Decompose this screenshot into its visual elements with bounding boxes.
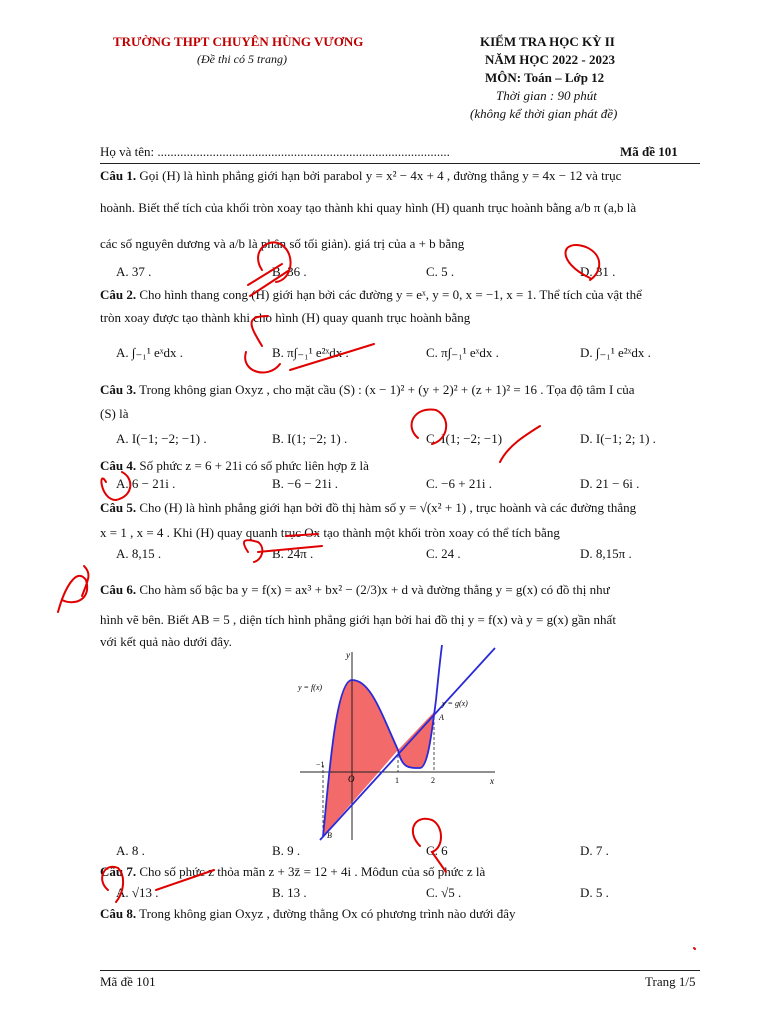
q5-option-c[interactable]: C. 24 . bbox=[426, 546, 461, 561]
y-axis-label: y bbox=[346, 650, 350, 660]
region-left bbox=[323, 680, 398, 836]
q4-option-c[interactable]: C. −6 + 21i . bbox=[426, 476, 492, 491]
q6-option-a[interactable]: A. 8 . bbox=[116, 843, 145, 858]
header-divider bbox=[100, 163, 700, 164]
ink-q6-margin bbox=[58, 566, 88, 612]
q6-option-b[interactable]: B. 9 . bbox=[272, 843, 301, 858]
q5-option-d[interactable]: D. 8,15π . bbox=[580, 546, 632, 561]
question-5 bbox=[100, 500, 636, 516]
q4-option-b[interactable]: B. −6 − 21i . bbox=[272, 476, 338, 491]
q4-option-d[interactable]: D. 21 − 6i . bbox=[580, 476, 640, 491]
question-label: Câu 6. bbox=[100, 582, 137, 597]
tick-neg1: −1 bbox=[316, 760, 325, 769]
q1-option-c[interactable]: C. 5 . bbox=[426, 264, 455, 279]
f-label: y = f(x) bbox=[298, 683, 323, 692]
question-6-line2: hình vẽ bên. Biết AB = 5 , diện tích hình phẳng giới hạn bởi hai đồ thị y = f(x) và y = g(x) gần nhất bbox=[100, 612, 616, 627]
q7-option-c[interactable]: C. √5 . bbox=[426, 885, 462, 900]
question-label: Câu 1. bbox=[100, 168, 137, 183]
point-a: A bbox=[439, 713, 444, 722]
question-4 bbox=[100, 458, 369, 474]
question-6-line3: với kết quả nào dưới đây. bbox=[100, 634, 232, 649]
question-text: Số phức z = 6 + 21i có số phức liên hợp z̄ là bbox=[139, 458, 369, 473]
q1-option-d[interactable]: D. 31 . bbox=[580, 264, 616, 279]
pages-note: (Đề thi có 5 trang) bbox=[197, 52, 287, 66]
question-label: Câu 3. bbox=[100, 382, 137, 397]
q7-option-a[interactable]: A. √13 . bbox=[116, 885, 159, 900]
subject: MÔN: Toán – Lớp 12 bbox=[485, 70, 605, 85]
q3-option-b[interactable]: B. I(1; −2; 1) . bbox=[272, 431, 348, 446]
question-label: Câu 8. bbox=[100, 906, 137, 921]
question-7 bbox=[100, 864, 485, 880]
school-name: TRƯỜNG THPT CHUYÊN HÙNG VƯƠNG bbox=[113, 34, 364, 49]
q2-option-a[interactable]: A. ∫₋₁¹ eˣdx . bbox=[116, 345, 184, 360]
exam-title: KIỂM TRA HỌC KỲ II bbox=[480, 34, 615, 49]
question-8 bbox=[100, 906, 516, 922]
q5-option-b[interactable]: B. 24π . bbox=[272, 546, 314, 561]
q7-option-d[interactable]: D. 5 . bbox=[580, 885, 609, 900]
question-label: Câu 7. bbox=[100, 864, 137, 879]
question-1-line2: hoành. Biết thể tích của khối tròn xoay tạo thành khi quay hình (H) quanh trục hoành bằng a/b π (a,b là bbox=[100, 200, 637, 215]
question-label: Câu 2. bbox=[100, 287, 137, 302]
school-year: NĂM HỌC 2022 - 2023 bbox=[485, 52, 615, 67]
q6-option-d[interactable]: D. 7 . bbox=[580, 843, 609, 858]
question-text: Trong không gian Oxyz , đường thẳng Ox có phương trình nào dưới đây bbox=[139, 906, 516, 921]
ink-q5-b-circle bbox=[244, 540, 262, 562]
name-field: Họ và tên: .......................................................................................... bbox=[100, 144, 450, 159]
point-b: B bbox=[327, 831, 332, 840]
question-1 bbox=[100, 168, 621, 184]
exam-code: Mã đề 101 bbox=[620, 144, 678, 159]
question-text: Cho (H) là hình phẳng giới hạn bởi đồ thị hàm số y = √(x² + 1) , trục hoành và các đường thẳng bbox=[139, 500, 637, 515]
q5-option-a[interactable]: A. 8,15 . bbox=[116, 546, 162, 561]
function-graph bbox=[290, 640, 510, 845]
q3-option-c[interactable]: C. I(1; −2; −1) bbox=[426, 431, 503, 446]
x-axis-label: x bbox=[490, 776, 494, 786]
question-6 bbox=[100, 582, 610, 598]
question-text: Cho số phức z thỏa mãn z + 3z̄ = 12 + 4i . Môđun của số phức z là bbox=[139, 864, 486, 879]
q3-option-d[interactable]: D. I(−1; 2; 1) . bbox=[580, 431, 656, 446]
question-3-line2: (S) là bbox=[100, 406, 129, 421]
duration: Thời gian : 90 phút bbox=[496, 88, 597, 103]
question-1-line3: các số nguyên dương và a/b là phân số tối giản). giá trị của a + b bằng bbox=[100, 236, 465, 251]
footer-exam-code: Mã đề 101 bbox=[100, 974, 156, 989]
q2-option-c[interactable]: C. π∫₋₁¹ eˣdx . bbox=[426, 345, 499, 360]
q3-option-a[interactable]: A. I(−1; −2; −1) . bbox=[116, 431, 207, 446]
question-label: Câu 5. bbox=[100, 500, 137, 515]
q6-option-c[interactable]: C. 6 bbox=[426, 843, 448, 858]
question-2 bbox=[100, 287, 642, 303]
question-text: Cho hình thang cong (H) giới hạn bởi các đường y = eˣ, y = 0, x = −1, x = 1. Thể tích của vật thể bbox=[139, 287, 642, 302]
question-label: Câu 4. bbox=[100, 458, 137, 473]
g-label: y = g(x) bbox=[442, 699, 468, 708]
ink-q3-mark bbox=[500, 426, 540, 462]
q4-option-a[interactable]: A. 6 − 21i . bbox=[116, 476, 176, 491]
tick-2: 2 bbox=[431, 776, 435, 785]
duration-note: (không kể thời gian phát đề) bbox=[470, 106, 618, 121]
question-5-line2: x = 1 , x = 4 . Khi (H) quay quanh trục Ox tạo thành một khối tròn xoay có thể tích bằng bbox=[100, 525, 560, 540]
question-text: Gọi (H) là hình phẳng giới hạn bởi parabol y = x² − 4x + 4 , đường thẳng y = 4x − 12 và trục bbox=[139, 168, 622, 183]
question-3 bbox=[100, 382, 635, 398]
origin-label: O bbox=[348, 774, 355, 784]
footer-divider bbox=[100, 970, 700, 971]
q2-option-b[interactable]: B. π∫₋₁¹ e²ˣdx . bbox=[272, 345, 349, 360]
q2-option-d[interactable]: D. ∫₋₁¹ e²ˣdx . bbox=[580, 345, 651, 360]
question-text: Cho hàm số bậc ba y = f(x) = ax³ + bx² − (2/3)x + d và đường thẳng y = g(x) có đồ thị như bbox=[139, 582, 610, 597]
page-number: Trang 1/5 bbox=[645, 974, 696, 989]
q1-option-b[interactable]: B. 36 . bbox=[272, 264, 307, 279]
q7-option-b[interactable]: B. 13 . bbox=[272, 885, 307, 900]
q1-option-a[interactable]: A. 37 . bbox=[116, 264, 152, 279]
tick-1: 1 bbox=[395, 776, 399, 785]
question-2-line2: tròn xoay được tạo thành khi cho hình (H) quay quanh trục hoành bằng bbox=[100, 310, 471, 325]
question-text: Trong không gian Oxyz , cho mặt cầu (S) : (x − 1)² + (y + 2)² + (z + 1)² = 16 . Tọa độ tâm I của bbox=[139, 382, 635, 397]
ink-dot bbox=[694, 948, 695, 949]
